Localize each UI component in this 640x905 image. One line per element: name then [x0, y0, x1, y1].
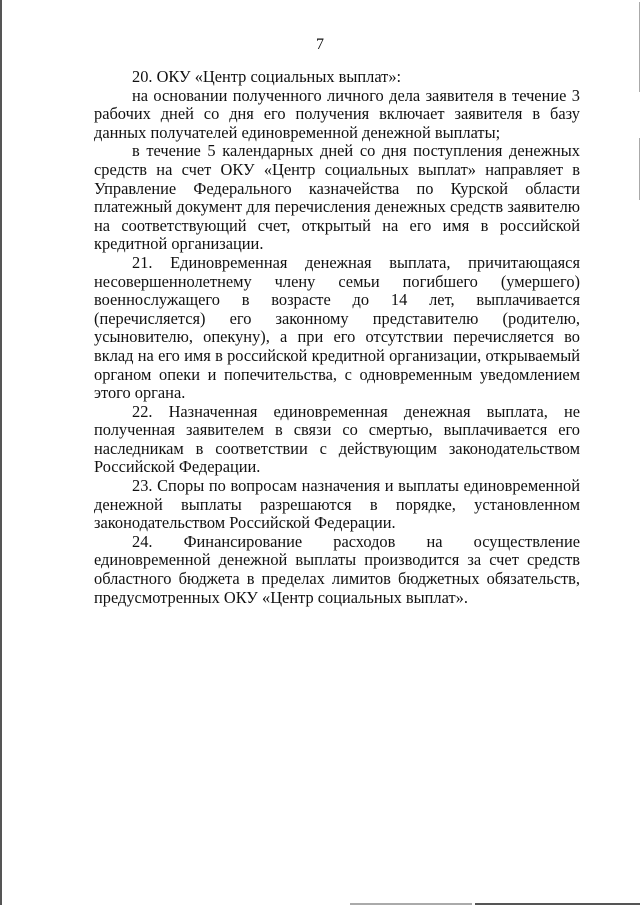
- paragraph-22: 22. Назначенная единовременная денежная выплата, не полученная заявителем в связи со смертью, выплачивается его наследникам в соответствии с действующим законодательством Российской Федерации.: [94, 401, 580, 477]
- document-body: [94, 68, 580, 607]
- paragraph-20-heading: 20. ОКУ «Центр социальных выплат»:: [132, 67, 402, 86]
- paragraph-20-a: на основании полученного личного дела заявителя в течение 3 рабочих дней со дня его получения включает заявителя в базу данных получателей единовременной денежной выплаты;: [94, 85, 580, 142]
- paragraph-20-b: в течение 5 календарных дней со дня поступления денежных средств на счет ОКУ «Центр социальных выплат» направляет в Управление Федерального казначейства по Курской области платежный документ для перечисления денежных средств заявителю на соответствующий счет, открытый на его имя в российской кредитной организации.: [94, 141, 580, 254]
- page-number: 7: [316, 36, 324, 53]
- page-left-edge: [0, 0, 2, 905]
- paragraph-24: 24. Финансирование расходов на осуществление единовременной денежной выплаты производится за счет средств областного бюджета в пределах лимитов бюджетных обязательств, предусмотренных ОКУ «Центр социальных выплат».: [94, 531, 580, 607]
- paragraph-23: 23. Споры по вопросам назначения и выплаты единовременной денежной выплаты разрешаются в порядке, установленном законодательством Российской Федерации.: [94, 476, 580, 533]
- paragraph-21: 21. Единовременная денежная выплата, причитающаяся несовершеннолетнему члену семьи погибшего (умершего) военнослужащего в возрасте до 14 лет, выплачивается (перечисляется) его законному представителю (родителю, усыновителю, опекуну), а при его отсутствии перечисляется во вклад на его имя в российской кредитной организации, открываемый органом опеки и попечительства, с одновременным уведомлением этого органа.: [94, 252, 580, 403]
